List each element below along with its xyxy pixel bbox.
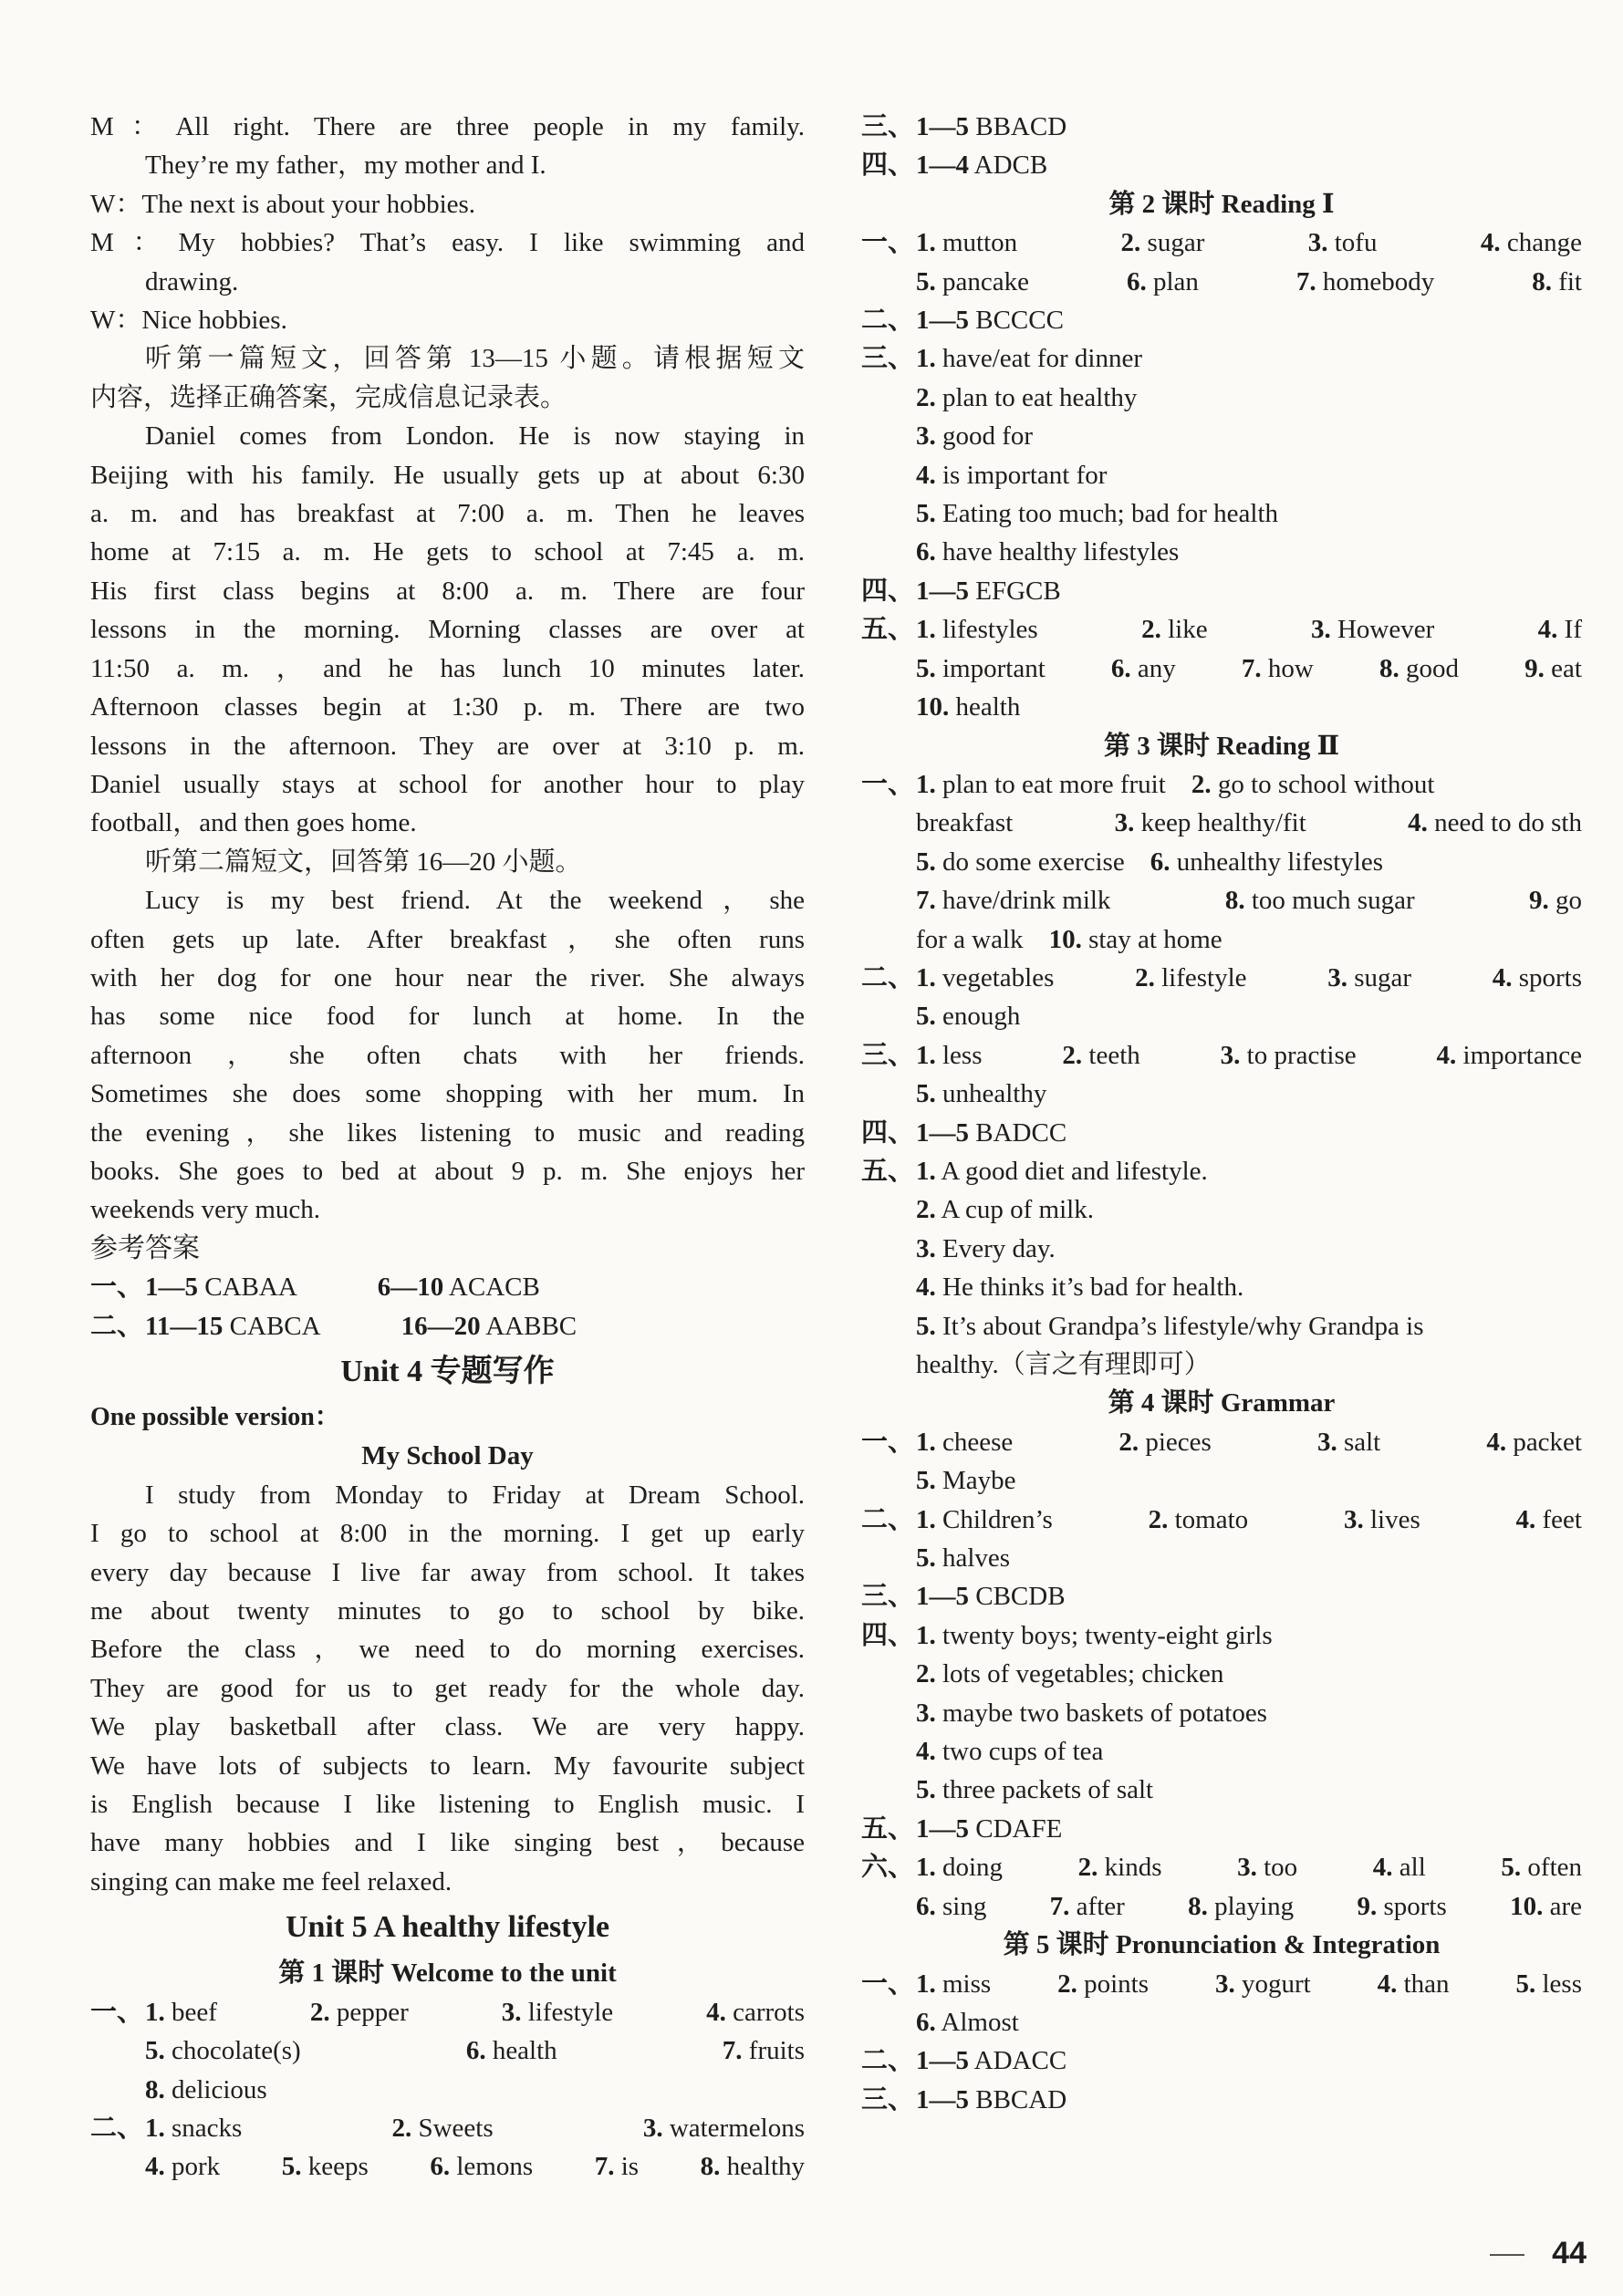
text-line: 听第一篇短文，回答第 13—15 小题。请根据短文 [145, 344, 805, 374]
unit-heading: Unit 4 专题写作 [340, 1355, 555, 1388]
text-line: M：All right. There are three people in my family. [90, 112, 805, 141]
answer-line [861, 1694, 1582, 1732]
answer-line [861, 765, 1582, 804]
answer-line [90, 2071, 805, 2109]
answer-line [861, 108, 1582, 146]
answer-item: 6. any [1110, 653, 1176, 683]
answer-item: 3. too [1237, 1853, 1298, 1883]
answer-line [861, 339, 1582, 378]
section-label [861, 379, 916, 417]
answer-line [861, 997, 1582, 1035]
answer-line [90, 2147, 805, 2186]
right-column [861, 108, 1582, 2119]
text-line: singing can make me feel relaxed. [90, 1866, 453, 1896]
answer-item: 2. points [1057, 1969, 1150, 1999]
section-label: 二、 [90, 1311, 144, 1341]
answer-item: 5. important [916, 653, 1046, 683]
answer-item: 2. go to school without [1191, 769, 1435, 799]
answer-item: 1—5 BCCCC [916, 306, 1064, 336]
answer-item: 2. teeth [1062, 1040, 1140, 1070]
answer-line [861, 1501, 1582, 1539]
section-label: 四、 [861, 1117, 915, 1148]
section-label: 四、 [861, 151, 915, 181]
answer-item: 1. plan to eat more fruit [916, 769, 1166, 799]
answer-item: 4. is important for [916, 460, 1108, 490]
text-line: football，and then goes home. [90, 808, 417, 838]
answer-item: 2. A cup of milk. [916, 1195, 1094, 1225]
answer-item: 3. tofu [1307, 228, 1378, 258]
text-line: weekends very much. [90, 1195, 321, 1225]
text-line: with her dog for one hour near the river. She always [90, 962, 805, 992]
answer-item: 3. maybe two baskets of potatoes [916, 1698, 1267, 1728]
text-line: me about twenty minutes to go to school by bike. [90, 1596, 805, 1626]
answer-item: 4. importance [1436, 1040, 1582, 1070]
section-label: 一、 [861, 1969, 915, 1999]
section-label: 六、 [861, 1853, 915, 1883]
answer-line [861, 959, 1582, 997]
answer-item: 7. fruits [722, 2036, 805, 2066]
text-line: have many hobbies and I like singing best，because [90, 1828, 805, 1858]
section-label [861, 1075, 916, 1113]
section-label: 三、 [861, 112, 915, 141]
answer-item: 8. good [1379, 653, 1460, 683]
answer-line [861, 1307, 1582, 1345]
answer-line [861, 263, 1582, 301]
answer-line [861, 1036, 1582, 1075]
answer-item: 1—5 CDAFE [916, 1813, 1063, 1844]
lesson-heading: 第 2 课时 Reading Ⅰ [1108, 189, 1335, 219]
answer-item: 11—15 CABCA [145, 1311, 321, 1341]
text-line: Daniel usually stays at school for another hour to play [90, 769, 805, 799]
text-line: 内容，选择正确答案，完成信息记录表。 [90, 382, 567, 412]
answer-item: 4. carrots [706, 1997, 805, 2027]
answer-item: 1. A good diet and lifestyle. [916, 1156, 1208, 1186]
section-label [861, 1461, 916, 1500]
answer-line [861, 456, 1582, 494]
answer-item: 6. unhealthy lifestyles [1150, 847, 1384, 877]
section-label: 五、 [861, 1156, 915, 1186]
section-label: 二、 [861, 2046, 915, 2076]
answer-item: 1—5 ADACC [916, 2046, 1067, 2076]
section-label [90, 2071, 145, 2109]
section-label [861, 1694, 916, 1732]
section-label [861, 1771, 916, 1809]
section-label [861, 843, 916, 881]
answer-item: 9. go [1529, 886, 1582, 916]
text-line: lessons in the afternoon. They are over at 3:10 p. m. [90, 731, 805, 761]
answer-item: 2. like [1141, 615, 1208, 645]
answer-item: 6. plan [1126, 266, 1199, 296]
section-label [861, 1307, 916, 1345]
answer-item: 1—5 CABAA [145, 1273, 297, 1303]
answer-line [861, 843, 1582, 881]
answer-line [861, 2003, 1582, 2041]
answer-item: for a walk [916, 924, 1024, 954]
section-label: 三、 [861, 2084, 915, 2114]
answer-item: 3. good for [916, 421, 1034, 452]
section-label [861, 688, 916, 726]
answer-line [861, 301, 1582, 339]
text-line: W：The next is about your hobbies. [90, 189, 476, 219]
answer-line [861, 649, 1582, 688]
section-label: 二、 [861, 962, 915, 992]
section-label [861, 804, 916, 842]
answer-item: 2. pepper [309, 1997, 409, 2027]
answer-item: 3. to practise [1220, 1040, 1357, 1070]
section-label: 一、 [861, 228, 915, 258]
answer-item: 8. too much sugar [1224, 886, 1415, 916]
lesson-heading: My School Day [361, 1441, 534, 1471]
answer-item: 3. Every day. [916, 1233, 1056, 1263]
answer-item: 3. However [1310, 615, 1435, 645]
answer-item: 1. less [916, 1040, 983, 1070]
section-label [861, 263, 916, 301]
answer-item: 4. pork [145, 2152, 221, 2182]
answer-item: 7. after [1049, 1891, 1125, 1921]
text-line: Beijing with his family. He usually gets up at about 6:30 [90, 460, 805, 490]
section-label: 一、 [90, 1273, 144, 1303]
answer-item: 1. have/eat for dinner [916, 344, 1143, 374]
text-line: They’re my father，my mother and I. [145, 151, 546, 181]
section-label: 二、 [90, 2113, 144, 2143]
answer-line [861, 804, 1582, 842]
answer-item: 3. keep healthy/fit [1114, 808, 1306, 838]
text-line: Sometimes she does some shopping with her mum. In [90, 1079, 805, 1109]
section-label [861, 1655, 916, 1693]
answer-item: 2. lifestyle [1135, 962, 1247, 992]
answer-line [861, 1655, 1582, 1693]
answer-item: 6. have healthy lifestyles [916, 537, 1180, 567]
answer-item: 7. have/drink milk [916, 886, 1111, 916]
text-line: Daniel comes from London. He is now staying in [145, 421, 805, 452]
text-line: Lucy is my best friend. At the weekend，she [145, 886, 805, 916]
answer-item: 9. sports [1357, 1891, 1447, 1921]
answer-line [861, 1732, 1582, 1771]
answer-item: breakfast [916, 808, 1014, 838]
text-line: has some nice food for lunch at home. In the [90, 1002, 805, 1032]
answer-line [861, 1461, 1582, 1500]
answer-item: 5. enough [916, 1002, 1021, 1032]
answer-item: 1. beef [145, 1997, 217, 2027]
answer-line [861, 2081, 1582, 2119]
answer-item: 5. unhealthy [916, 1079, 1047, 1109]
answer-item: 1—5 BBCAD [916, 2084, 1067, 2114]
answer-item: 5. do some exercise [916, 847, 1125, 877]
answer-item: 3. lifestyle [501, 1997, 614, 2027]
answer-line [861, 533, 1582, 571]
answer-item: 4. sports [1492, 962, 1582, 992]
answer-item: 10. stay at home [1048, 924, 1222, 954]
answer-item: 3. sugar [1327, 962, 1412, 992]
answer-item: 4. all [1372, 1853, 1426, 1883]
section-label: 二、 [861, 1504, 915, 1534]
section-label: 三、 [861, 1582, 915, 1612]
answer-item: 2. plan to eat healthy [916, 382, 1138, 412]
answer-item: 1—5 BADCC [916, 1117, 1067, 1148]
answer-item: 5. It’s about Grandpa’s lifestyle/why Grandpa is [916, 1311, 1424, 1341]
answer-item: 8. healthy [700, 2152, 805, 2182]
answer-item: 5. less [1515, 1969, 1582, 1999]
answer-item: 1. mutton [916, 228, 1018, 258]
answer-item: 2. Sweets [391, 2113, 494, 2143]
answer-line [90, 1307, 805, 1345]
text-line: I go to school at 8:00 in the morning. I get up early [90, 1519, 805, 1549]
answer-item: 4. feet [1515, 1504, 1582, 1534]
answer-line [861, 223, 1582, 262]
section-label: 一、 [861, 1427, 915, 1457]
lesson-heading: 第 3 课时 Reading Ⅱ [1103, 731, 1340, 761]
answer-item: 1—5 BBACD [916, 112, 1067, 141]
answer-item: 4. packet [1486, 1427, 1582, 1457]
text-line: I study from Monday to Friday at Dream School. [145, 1480, 805, 1510]
lesson-heading: 第 1 课时 Welcome to the unit [278, 1958, 617, 1989]
answer-item: 5. keeps [281, 2152, 369, 2182]
answer-line [861, 1190, 1582, 1229]
lesson-heading: 第 4 课时 Grammar [1108, 1388, 1336, 1418]
section-label [861, 1268, 916, 1306]
answer-line [861, 1616, 1582, 1655]
page-number: 44 [1552, 2235, 1587, 2270]
text-line: books. She goes to bed at about 9 p. m. She enjoys her [90, 1156, 805, 1186]
answer-item: 3. yogurt [1214, 1969, 1311, 1999]
section-label: 五、 [861, 615, 915, 645]
answer-item: 9. eat [1524, 653, 1582, 683]
answer-line [861, 610, 1582, 649]
answer-item: 2. pieces [1118, 1427, 1212, 1457]
answer-item: 6. lemons [430, 2152, 534, 2182]
text-line: His first class begins at 8:00 a. m. There are four [90, 576, 805, 606]
text-line: is English because I like listening to English music. I [90, 1790, 805, 1820]
text-line: 听第二篇短文，回答第 16—20 小题。 [145, 847, 582, 877]
answer-line [861, 494, 1582, 533]
text-line: 11:50 a. m. ，and he has lunch 10 minutes later. [90, 653, 805, 683]
answer-item: 7. is [594, 2152, 640, 2182]
answer-item: 1. cheese [916, 1427, 1014, 1457]
answer-item: 2. sugar [1120, 228, 1205, 258]
section-label [861, 1190, 916, 1229]
answer-line [861, 1423, 1582, 1461]
section-label: 三、 [861, 344, 915, 374]
answer-line [861, 1152, 1582, 1190]
answer-item: 1—4 ADCB [916, 151, 1048, 181]
text-line: often gets up late. After breakfast，she often runs [90, 924, 805, 954]
answer-item: 4. He thinks it’s bad for health. [916, 1273, 1244, 1303]
answer-line [861, 146, 1582, 184]
answer-line [861, 881, 1582, 919]
answer-item: 4. change [1480, 228, 1582, 258]
section-label: 一、 [90, 1997, 144, 2027]
section-label [861, 1887, 916, 1926]
answer-line [861, 1230, 1582, 1268]
section-label [861, 494, 916, 533]
answer-item: 2. tomato [1148, 1504, 1249, 1534]
section-label [861, 997, 916, 1035]
section-label [90, 2147, 145, 2186]
text-line: They are good for us to get ready for the whole day. [90, 1673, 805, 1703]
answer-line [861, 572, 1582, 610]
section-label [861, 1732, 916, 1771]
answer-item: 5. halves [916, 1543, 1011, 1574]
section-label [861, 920, 916, 959]
answer-line [90, 1993, 805, 2031]
answer-line [861, 1114, 1582, 1152]
answer-item: 6. Almost [916, 2007, 1019, 2037]
answer-item: 10. health [916, 692, 1021, 722]
section-label: 五、 [861, 1813, 915, 1844]
answer-item: 6. health [465, 2036, 557, 2066]
answer-item: 4. than [1377, 1969, 1450, 1999]
answer-item: 5. Maybe [916, 1466, 1016, 1496]
answer-item: 10. are [1510, 1891, 1582, 1921]
left-column [90, 108, 805, 2187]
answer-item: 5. three packets of salt [916, 1775, 1154, 1805]
answer-item: 3. lives [1343, 1504, 1420, 1534]
text-line: We have lots of subjects to learn. My favourite subject [90, 1751, 805, 1781]
answer-line [861, 1268, 1582, 1306]
answer-line [861, 417, 1582, 455]
answer-line [861, 1075, 1582, 1113]
answer-line [90, 2031, 805, 2070]
text-line: afternoon，she often chats with her friends. [90, 1040, 805, 1070]
answer-item: 5. often [1501, 1853, 1582, 1883]
text-line: lessons in the morning. Morning classes are over at [90, 615, 805, 645]
answer-line [861, 1965, 1582, 2003]
answer-line [861, 2041, 1582, 2080]
answer-item: 1. twenty boys; twenty-eight girls [916, 1620, 1273, 1650]
section-label: 四、 [861, 576, 915, 606]
answer-item: 4. need to do sth [1408, 808, 1582, 838]
answer-line [861, 1345, 1582, 1384]
section-label [861, 533, 916, 571]
section-label [861, 649, 916, 688]
answer-item: 1. Children’s [916, 1504, 1053, 1534]
answer-item: 1. miss [916, 1969, 992, 1999]
answer-item: 1. doing [916, 1853, 1004, 1883]
answer-item: 1. lifestyles [916, 615, 1038, 645]
answer-line [861, 379, 1582, 417]
section-label: 三、 [861, 1040, 915, 1070]
section-label [861, 1539, 916, 1577]
answer-item: 5. pancake [916, 266, 1029, 296]
answer-item: 8. delicious [145, 2074, 267, 2104]
answer-item: 8. fit [1532, 266, 1582, 296]
answer-item: 5. Eating too much; bad for health [916, 499, 1279, 529]
answer-line [861, 688, 1582, 726]
lesson-heading: 第 5 课时 Pronunciation & Integration [1003, 1930, 1441, 1960]
answer-item: 2. kinds [1077, 1853, 1162, 1883]
answer-line [90, 2109, 805, 2147]
answer-line [861, 1577, 1582, 1616]
answer-item: 7. how [1241, 653, 1314, 683]
section-label: 四、 [861, 1620, 915, 1650]
answer-item: 2. lots of vegetables; chicken [916, 1659, 1224, 1689]
section-label: 一、 [861, 769, 915, 799]
section-label [861, 456, 916, 494]
section-label [861, 2003, 916, 2041]
text-line: Before the class，we need to do morning exercises. [90, 1635, 805, 1665]
text-line: every day because I live far away from school. It takes [90, 1557, 805, 1587]
answer-item: 1. snacks [145, 2113, 243, 2143]
section-label: 二、 [861, 306, 915, 336]
text-line: W：Nice hobbies. [90, 306, 287, 336]
answer-item: 8. playing [1188, 1891, 1295, 1921]
answer-item: 1—5 CBCDB [916, 1582, 1066, 1612]
answer-line [861, 1810, 1582, 1848]
answer-line [90, 1268, 805, 1306]
answer-item: 4. If [1537, 615, 1582, 645]
text-line: 参考答案 [90, 1231, 200, 1264]
answer-line [861, 1848, 1582, 1886]
text-line: drawing. [145, 266, 239, 296]
text-line: a. m. and has breakfast at 7:00 a. m. Then he leaves [90, 499, 805, 529]
footer-rule [1490, 2254, 1524, 2256]
section-label [861, 1345, 916, 1384]
answer-line [861, 1539, 1582, 1577]
section-label [861, 417, 916, 455]
answer-line [861, 1771, 1582, 1809]
answer-line [861, 1887, 1582, 1926]
section-label [861, 1230, 916, 1268]
text-line: home at 7:15 a. m. He gets to school at 7:45 a. m. [90, 537, 805, 567]
section-label [90, 2031, 145, 2070]
unit-heading: Unit 5 A healthy lifestyle [285, 1910, 610, 1945]
answer-item: 3. salt [1316, 1427, 1381, 1457]
answer-item: healthy.（言之有理即可） [916, 1350, 1211, 1379]
answer-item: 16—20 AABBC [401, 1311, 577, 1341]
answer-item: 5. chocolate(s) [145, 2036, 301, 2066]
answer-item: 3. watermelons [642, 2113, 805, 2143]
text-line: Afternoon classes begin at 1:30 p. m. There are two [90, 692, 805, 722]
answer-line [861, 920, 1582, 959]
answer-item: 1—5 EFGCB [916, 576, 1061, 606]
text-line: One possible version： [90, 1403, 340, 1431]
answer-item: 6—10 ACACB [377, 1273, 540, 1303]
answer-item: 1. vegetables [916, 962, 1055, 992]
text-line: We play basketball after class. We are very happy. [90, 1712, 805, 1742]
section-label [861, 881, 916, 919]
text-line: the evening，she likes listening to music and reading [90, 1117, 805, 1148]
answer-item: 4. two cups of tea [916, 1737, 1104, 1767]
text-line: M：My hobbies? That’s easy. I like swimming and [90, 228, 805, 258]
answer-item: 6. sing [916, 1891, 987, 1921]
answer-item: 7. homebody [1295, 266, 1435, 296]
